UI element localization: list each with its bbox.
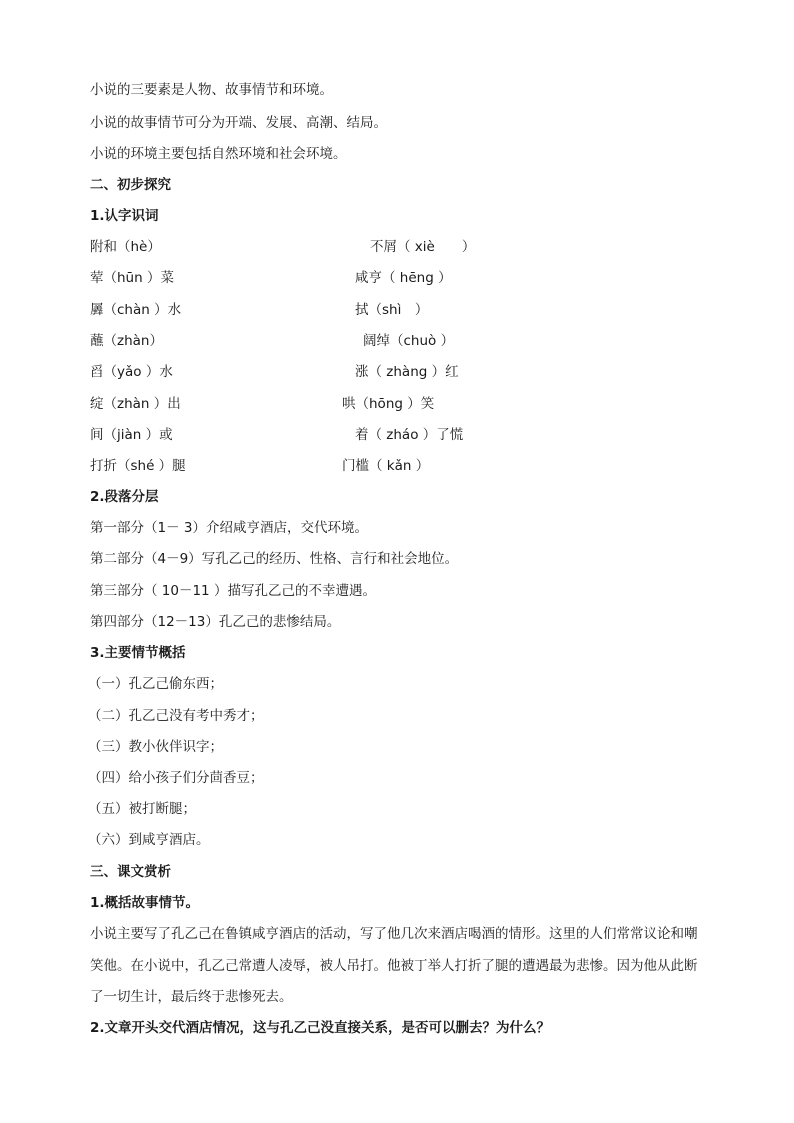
vocab-left: 舀（yǎo ）水: [90, 364, 173, 380]
vocab-left: 打折（shé ）腿: [90, 458, 186, 474]
vocab-right: 着（ zháo ）了慌: [355, 427, 464, 443]
vocab-right: 阔绰（chuò ）: [363, 333, 455, 349]
plot-item: （一）孔乙己偷东西；: [88, 676, 223, 692]
plot-item: （二）孔乙己没有考中秀才；: [88, 708, 264, 724]
subsection-heading: 1.认字识词: [90, 208, 159, 224]
vocab-left: 荤（hūn ）菜: [90, 270, 174, 286]
intro-line: 小说的故事情节可分为开端、发展、高潮、结局。: [90, 115, 387, 131]
vocab-right: 涨（ zhàng ）红: [355, 364, 459, 380]
vocab-left: 间（jiàn ）或: [90, 427, 173, 443]
vocab-left: 绽（zhàn ）出: [90, 396, 181, 412]
subsection-heading: 3.主要情节概括: [90, 645, 186, 661]
plot-item: （四）给小孩子们分茴香豆；: [88, 770, 264, 786]
intro-line: 小说的三要素是人物、故事情节和环境。: [90, 82, 333, 98]
vocab-left: 蘸（zhàn）: [90, 333, 163, 349]
answer-paragraph: 小说主要写了孔乙己在鲁镇咸亨酒店的活动，写了他几次来酒店喝酒的情形。这里的人们常常议论和嘲笑他。在小说中，孔乙己常遭人凌辱，被人吊打。他被丁举人打折了腿的遭遇最为悲惨。因为他从此断了一切生计，最后终于悲惨死去。: [90, 926, 698, 1005]
section-heading: 二、初步探究: [90, 177, 171, 193]
question-heading: 1.概括故事情节。: [90, 895, 200, 911]
vocab-right: 咸亨（ hēng ）: [355, 270, 452, 286]
vocab-left: 附和（hè）: [90, 239, 161, 255]
layer-line: 第三部分（ 10－11 ）描写孔乙己的不幸遭遇。: [90, 583, 376, 599]
vocab-right: 不屑（ xiè ）: [370, 239, 476, 255]
layer-line: 第一部分（1－ 3）介绍咸亨酒店，交代环境。: [90, 520, 368, 536]
question-heading: 2.文章开头交代酒店情况，这与孔乙己没直接关系，是否可以删去？为什么？: [90, 1020, 551, 1036]
vocab-right: 门槛（ kǎn ）: [342, 458, 430, 474]
intro-line: 小说的环境主要包括自然环境和社会环境。: [90, 146, 347, 162]
plot-item: （三）教小伙伴识字；: [88, 739, 223, 755]
subsection-heading: 2.段落分层: [90, 489, 159, 505]
vocab-right: 哄（hōng ）笑: [342, 396, 435, 412]
layer-line: 第二部分（4－9）写孔乙己的经历、性格、言行和社会地位。: [90, 551, 459, 567]
plot-item: （五）被打断腿；: [88, 801, 196, 817]
plot-item: （六）到咸亨酒店。: [88, 832, 210, 848]
vocab-left: 羼（chàn ）水: [90, 302, 182, 318]
section-heading: 三、课文赏析: [90, 864, 171, 880]
vocab-right: 拭（shì ）: [355, 302, 429, 318]
layer-line: 第四部分（12－13）孔乙己的悲惨结局。: [90, 614, 341, 630]
